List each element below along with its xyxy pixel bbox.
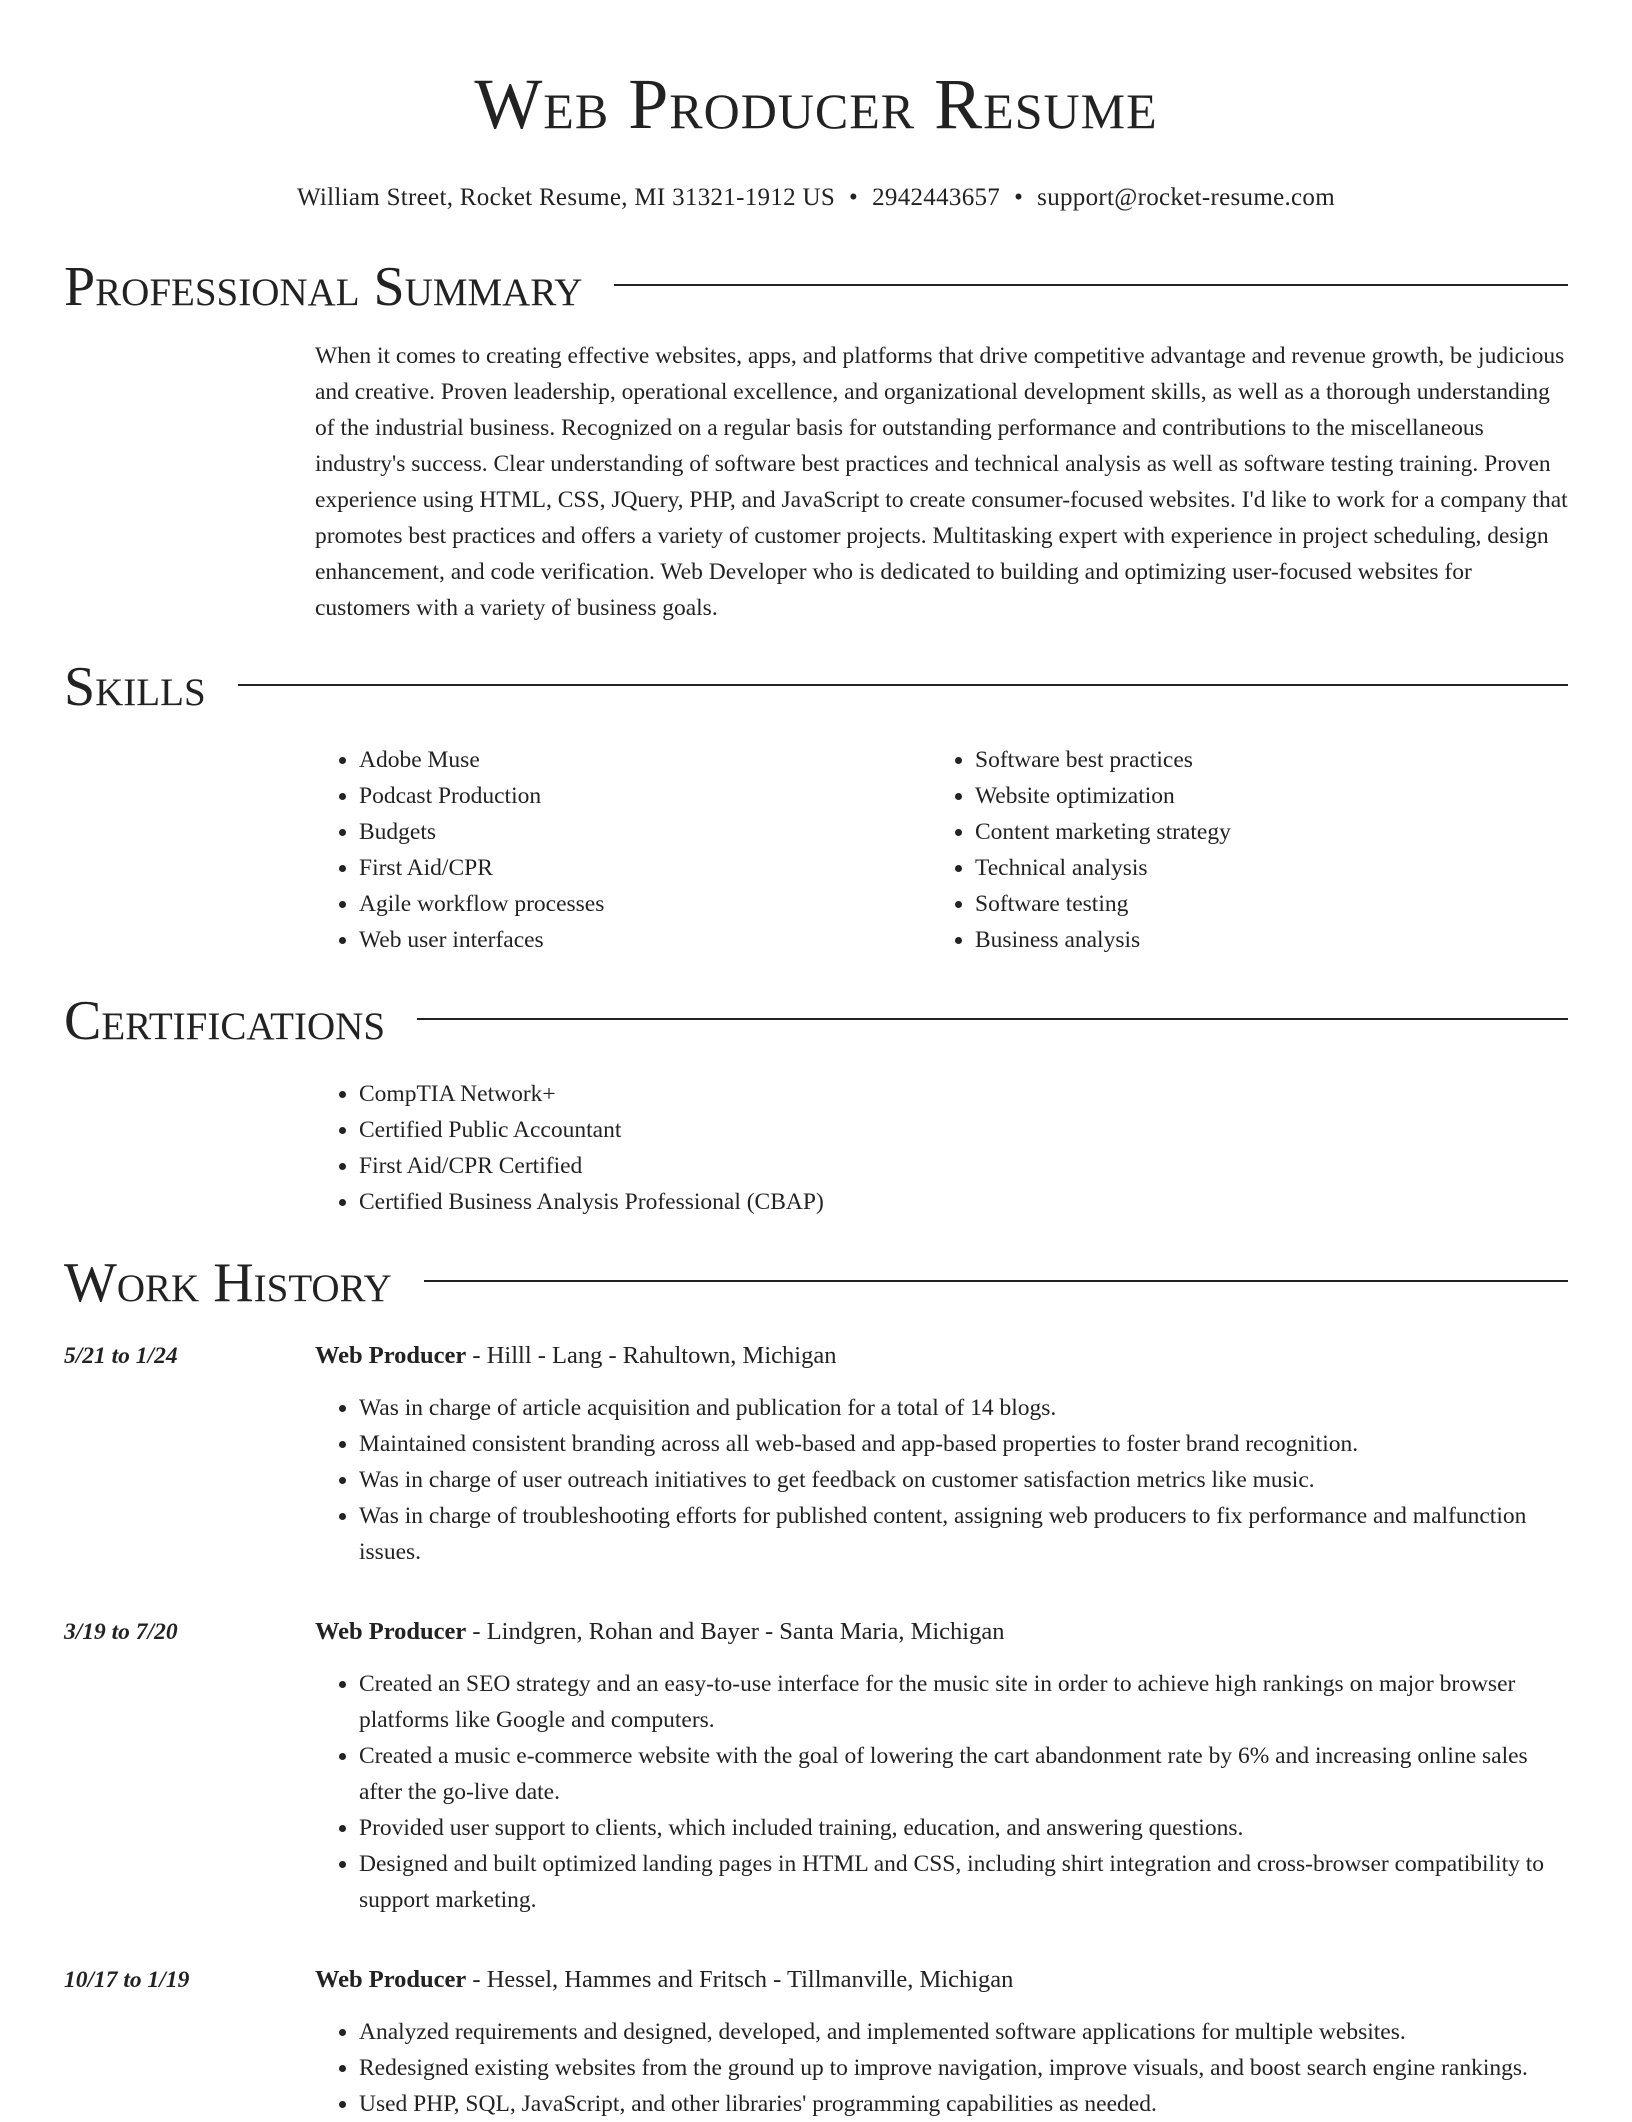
section-divider: [614, 284, 1568, 286]
separator: •: [1014, 184, 1024, 211]
job-company-location: - Hilll - Lang - Rahultown, Michigan: [466, 1342, 837, 1369]
skill-item: • Web user interfaces: [359, 922, 931, 958]
certification-item: • CompTIA Network+: [359, 1076, 1568, 1112]
job-bullet: • Used PHP, SQL, JavaScript, and other libraries' programming capabilities as needed.: [359, 2086, 1568, 2122]
job-heading: [315, 1962, 1568, 1998]
resume-page: [64, 0, 1568, 2122]
section-divider: [238, 684, 1568, 686]
skills-section-header: [64, 654, 1568, 720]
skill-item: • Website optimization: [975, 778, 1547, 814]
phone: 2942443657: [872, 184, 1001, 211]
job-heading: [315, 1338, 1568, 1374]
section-heading: Certifications: [64, 990, 386, 1052]
job-body: [315, 1614, 1568, 1918]
skill-item: • Podcast Production: [359, 778, 931, 814]
section-heading: Work History: [64, 1252, 392, 1314]
job-bullets: [315, 1390, 1568, 1570]
section-divider: [417, 1018, 1568, 1020]
skill-item: • Agile workflow processes: [359, 886, 931, 922]
job-bullet: • Redesigned existing websites from the ground up to improve navigation, improve visuals, and boost search engine rankings.: [359, 2050, 1568, 2086]
job-bullet: • Created a music e-commerce website with the goal of lowering the cart abandonment rate by 6% and increasing online sales after the go-live date.: [359, 1738, 1568, 1810]
skill-item: • Software testing: [975, 886, 1547, 922]
skill-item: • Content marketing strategy: [975, 814, 1547, 850]
contact-line: [64, 184, 1568, 212]
job-dates: 5/21 to 1/24: [64, 1343, 178, 1369]
job-bullet: • Provided user support to clients, which included training, education, and answering questions.: [359, 1810, 1568, 1846]
job-heading: [315, 1614, 1568, 1650]
job-title: Web Producer: [315, 1342, 467, 1369]
job-dates: 10/17 to 1/19: [64, 1967, 190, 1993]
job-entry: [64, 1962, 1568, 2122]
job-title: Web Producer: [315, 1618, 467, 1645]
job-bullet: • Was in charge of article acquisition and publication for a total of 14 blogs.: [359, 1390, 1568, 1426]
certification-item: • First Aid/CPR Certified: [359, 1148, 1568, 1184]
job-bullet: • Was in charge of user outreach initiatives to get feedback on customer satisfaction metrics like music.: [359, 1462, 1568, 1498]
job-company-location: - Hessel, Hammes and Fritsch - Tillmanville, Michigan: [466, 1966, 1014, 1993]
job-entry: [64, 1614, 1568, 1918]
skills-column-left: [315, 742, 931, 958]
email: support@rocket-resume.com: [1037, 184, 1335, 211]
job-bullet: • Was in charge of troubleshooting efforts for published content, assigning web producers to fix performance and malfunction issues.: [359, 1498, 1568, 1570]
summary-section-header: [64, 254, 1568, 320]
work-history-list: [64, 1338, 1568, 2122]
certifications-list: [315, 1076, 1568, 1220]
job-title: Web Producer: [315, 1966, 467, 1993]
separator: •: [849, 184, 859, 211]
job-body: [315, 1338, 1568, 1570]
section-divider: [424, 1280, 1568, 1282]
address: William Street, Rocket Resume, MI 31321-1912 US: [297, 184, 836, 211]
job-dates: 3/19 to 7/20: [64, 1619, 178, 1645]
section-heading: Professional Summary: [64, 256, 583, 318]
job-bullet: • Designed and built optimized landing pages in HTML and CSS, including shirt integration and cross-browser compatibility to support marketing.: [359, 1846, 1568, 1918]
job-bullet: • Maintained consistent branding across all web-based and app-based properties to foster brand recognition.: [359, 1426, 1568, 1462]
skill-item: • Software best practices: [975, 742, 1547, 778]
skill-item: • Business analysis: [975, 922, 1547, 958]
job-bullets: [315, 2014, 1568, 2122]
certification-item: • Certified Business Analysis Professional (CBAP): [359, 1184, 1568, 1220]
job-entry: [64, 1338, 1568, 1570]
job-company-location: - Lindgren, Rohan and Bayer - Santa Maria, Michigan: [466, 1618, 1005, 1645]
section-heading: Skills: [64, 656, 206, 718]
job-body: [315, 1962, 1568, 2122]
page-title: Web Producer Resume: [474, 64, 1158, 144]
skill-item: • Technical analysis: [975, 850, 1547, 886]
skill-item: • Budgets: [359, 814, 931, 850]
skill-item: • Adobe Muse: [359, 742, 931, 778]
skill-item: • First Aid/CPR: [359, 850, 931, 886]
certification-item: • Certified Public Accountant: [359, 1112, 1568, 1148]
work-history-section-header: [64, 1250, 1568, 1316]
summary-text: When it comes to creating effective websites, apps, and platforms that drive competitive advantage and revenue growth, be judicious and creative. Proven leadership, operational excellence, and organizational development skills, as well as a thorough understanding of the industrial business. Recognized on a regular basis for outstanding performance and contributions to the miscellaneous industry's success. Clear understanding of software best practices and technical analysis as well as software testing training. Proven experience using HTML, CSS, JQuery, PHP, and JavaScript to create consumer-focused websites. I'd like to work for a company that promotes best practices and offers a variety of customer projects. Multitasking expert with experience in project scheduling, design enhancement, and code verification. Web Developer who is dedicated to building and optimizing user-focused websites for customers with a variety of business goals.: [315, 343, 1568, 621]
job-bullet: • Analyzed requirements and designed, developed, and implemented software applications for multiple websites.: [359, 2014, 1568, 2050]
job-bullets: [315, 1666, 1568, 1918]
job-bullet: • Created an SEO strategy and an easy-to-use interface for the music site in order to achieve high rankings on major browser platforms like Google and computers.: [359, 1666, 1568, 1738]
skills-list: [315, 742, 1568, 958]
certifications-section-header: [64, 988, 1568, 1054]
skills-column-right: [931, 742, 1547, 958]
